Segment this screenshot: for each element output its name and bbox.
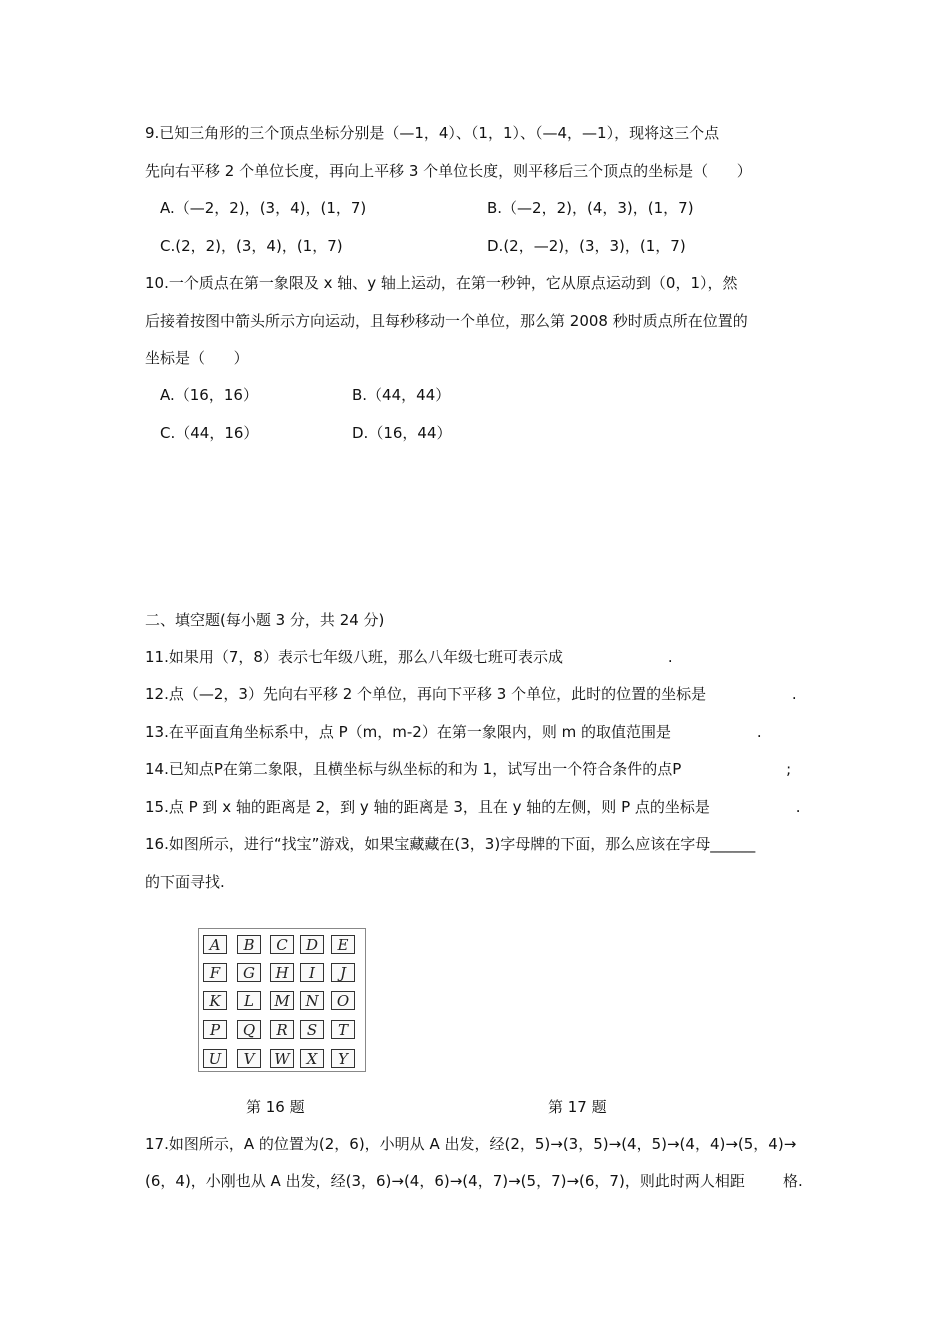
letter-card-e: E (331, 935, 355, 954)
q9-stem-line2: 先向右平移 2 个单位长度，再向上平移 3 个单位长度，则平移后三个顶点的坐标是（ ） (145, 162, 752, 180)
question-15: 15.点 P 到 x 轴的距离是 2，到 y 轴的距离是 3，且在 y 轴的左侧，则 P 点的坐标是 . (145, 798, 801, 816)
q9-option-b: B.（—2，2)，(4，3)，(1，7) (487, 199, 694, 217)
letter-card-u: U (203, 1049, 227, 1068)
letter-card-w: W (270, 1049, 294, 1068)
letter-card-q: Q (237, 1020, 261, 1039)
q9-option-d: D.(2，—2)，(3，3)，(1，7) (487, 237, 686, 255)
letter-card-d: D (300, 935, 324, 954)
letter-card-v: V (237, 1049, 261, 1068)
letter-card-m: M (270, 991, 294, 1010)
q10-option-d: D.（16，44） (352, 424, 452, 442)
letter-card-h: H (270, 963, 294, 982)
letter-card-a: A (203, 935, 227, 954)
letter-card-t: T (331, 1020, 355, 1039)
q10-stem-line2: 后接着按图中箭头所示方向运动，且每秒移动一个单位，那么第 2008 秒时质点所在位置的 (145, 312, 748, 330)
letter-card-i: I (300, 963, 324, 982)
question-13: 13.在平面直角坐标系中，点 P（m，m-2）在第一象限内，则 m 的取值范围是 . (145, 723, 762, 741)
letter-card-c: C (270, 935, 294, 954)
letter-card-g: G (237, 963, 261, 982)
q16-stem-line2: 的下面寻找. (145, 873, 225, 891)
q9-option-c: C.(2，2)，(3，4)，(1，7) (160, 237, 343, 255)
q9-stem-line1: 9.已知三角形的三个顶点坐标分别是（—1，4）、（1，1）、（—4，—1），现将这三个点 (145, 124, 720, 142)
q16-stem-line1: 16.如图所示，进行“找宝”游戏，如果宝藏藏在(3，3)字母牌的下面，那么应该在字母______ (145, 835, 756, 853)
letter-card-p: P (203, 1020, 227, 1039)
letter-card-s: S (300, 1020, 324, 1039)
q10-stem-line1: 10.一个质点在第一象限及 x 轴、y 轴上运动，在第一秒钟，它从原点运动到（0，1），然 (145, 274, 738, 292)
caption-17: 第 17 题 (548, 1098, 607, 1116)
letter-card-grid (198, 928, 366, 1072)
letter-card-l: L (237, 991, 261, 1010)
letter-card-j: J (331, 963, 355, 982)
q17-stem-line2: (6，4)，小刚也从 A 出发，经(3，6)→(4，6)→(4，7)→(5，7)→(6，7)，则此时两人相距 格. (145, 1172, 803, 1190)
letter-card-f: F (203, 963, 227, 982)
caption-16: 第 16 题 (246, 1098, 305, 1116)
section-heading-fill-in: 二、填空题(每小题 3 分，共 24 分) (145, 611, 385, 629)
letter-card-x: X (300, 1049, 324, 1068)
letter-card-n: N (300, 991, 324, 1010)
letter-card-o: O (331, 991, 355, 1010)
q17-stem-line1: 17.如图所示，A 的位置为(2，6)，小明从 A 出发，经(2，5)→(3，5)→(4，5)→(4，4)→(5，4)→ (145, 1135, 797, 1153)
q10-option-c: C.（44，16） (160, 424, 259, 442)
q10-option-b: B.（44，44） (352, 386, 451, 404)
q10-option-a: A.（16，16） (160, 386, 258, 404)
q9-option-a: A.（—2，2)，(3，4)，(1，7) (160, 199, 367, 217)
q10-stem-line3: 坐标是（ ） (145, 349, 249, 367)
letter-card-b: B (237, 935, 261, 954)
letter-card-k: K (203, 991, 227, 1010)
letter-card-r: R (270, 1020, 294, 1039)
question-14: 14.已知点P在第二象限，且横坐标与纵坐标的和为 1，试写出一个符合条件的点P ; (145, 760, 792, 778)
question-12: 12.点（—2，3）先向右平移 2 个单位，再向下平移 3 个单位，此时的位置的坐标是 . (145, 685, 797, 703)
letter-card-y: Y (331, 1049, 355, 1068)
question-11: 11.如果用（7，8）表示七年级八班，那么八年级七班可表示成 . (145, 648, 673, 666)
